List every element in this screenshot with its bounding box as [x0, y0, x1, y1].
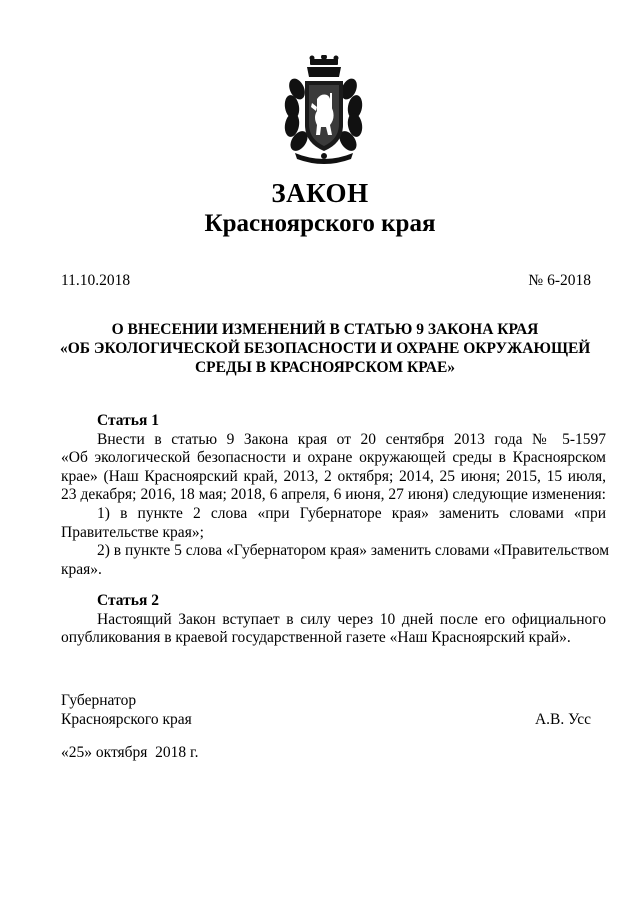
signing-date: «25» октября 2018 г.: [61, 744, 199, 761]
signatory-position-line: Губернатор: [61, 692, 137, 709]
article-1-line: 23 декабря; 2016, 18 мая; 2018, 6 апреля, 6 июня, 27 июня) следующие изменения:: [61, 486, 606, 504]
law-heading-line: «ОБ ЭКОЛОГИЧЕСКОЙ БЕЗОПАСНОСТИ И ОХРАНЕ ОКРУЖАЮЩЕЙ: [60, 340, 591, 357]
document-date: 11.10.2018: [61, 272, 131, 289]
article-1: [61, 412, 610, 579]
article-1-line: Внести в статью 9 Закона края от 20 сентября 2013 года № 5-1597: [97, 430, 606, 448]
signatory-position: [61, 692, 192, 729]
article-2-title: Статья 2: [97, 592, 159, 609]
document-title: ЗАКОН: [271, 178, 369, 208]
article-2-line: опубликования в краевой государственной газете «Наш Красноярский край».: [61, 629, 571, 647]
law-heading-line: О ВНЕСЕНИИ ИЗМЕНЕНИЙ В СТАТЬЮ 9 ЗАКОНА КРАЯ: [111, 321, 539, 338]
article-1-line: «Об экологической безопасности и охране окружающей среды в Красноярском: [61, 449, 606, 467]
signatory-position-line: Красноярского края: [61, 710, 192, 728]
document-subtitle: Красноярского края: [204, 210, 436, 237]
article-2: [61, 592, 606, 648]
document-number: № 6-2018: [528, 272, 591, 289]
article-2-line: Настоящий Закон вступает в силу через 10 дней после его официального: [97, 610, 606, 628]
article-1-line: 2) в пункте 5 слова «Губернатором края» заменить словами «Правительством: [97, 542, 610, 560]
article-1-line: 1) в пункте 2 слова «при Губернаторе края» заменить словами «при: [97, 504, 606, 522]
article-1-line: края».: [61, 560, 102, 578]
article-1-line: крае» (Наш Красноярский край, 2013, 2 октября; 2014, 25 июня; 2015, 15 июля,: [61, 467, 606, 485]
law-heading-line: СРЕДЫ В КРАСНОЯРСКОМ КРАЕ»: [194, 359, 456, 376]
signatory-name: А.В. Усс: [534, 711, 591, 728]
law-heading: [60, 320, 590, 377]
article-1-title: Статья 1: [97, 412, 159, 429]
article-1-line: Правительстве края»;: [61, 523, 204, 541]
krasnoyarsk-coat-of-arms-icon: [283, 55, 365, 167]
